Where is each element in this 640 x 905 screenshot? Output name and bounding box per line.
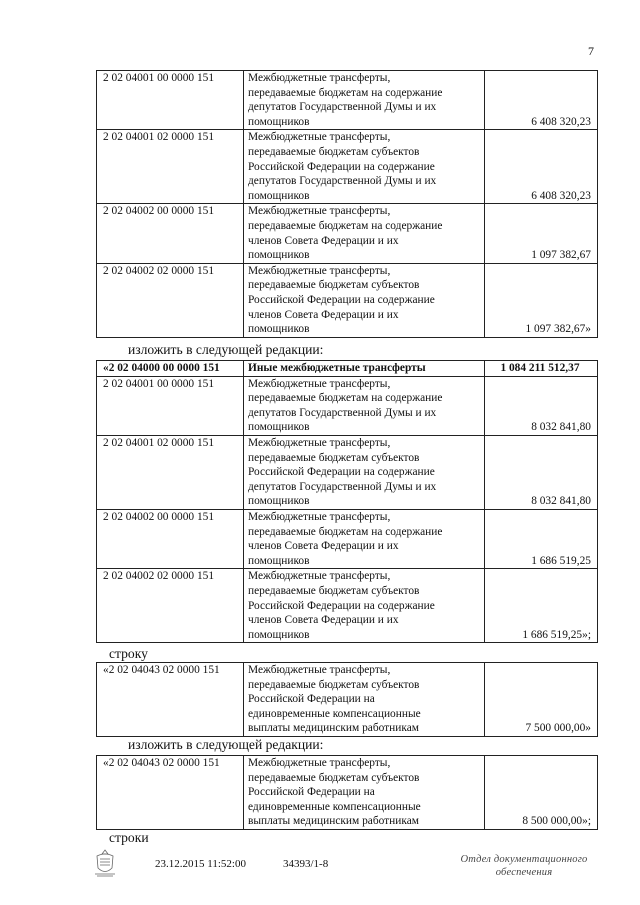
instruction-text: строки	[109, 830, 149, 845]
amount: 8 032 841,80	[485, 376, 598, 435]
table-row	[97, 263, 598, 337]
amendment-table-new-2	[96, 755, 598, 830]
instruction-text: изложить в следующей редакции:	[128, 342, 324, 357]
table-row	[97, 204, 598, 263]
amount: 1 084 211 512,37	[485, 361, 598, 377]
description: Иные межбюджетные трансферты	[244, 361, 485, 377]
budget-code: 2 02 04002 00 0000 151	[97, 204, 244, 263]
amendment-table-old-2	[96, 662, 598, 737]
amount: 1 097 382,67	[485, 204, 598, 263]
footer-doc-number: 34393/1-8	[283, 858, 329, 870]
description: Межбюджетные трансферты, передаваемые бюджетам субъектов Российской Федерации на единовременные компенсационные выплаты медицинским работникам	[244, 663, 485, 737]
budget-code: 2 02 04001 02 0000 151	[97, 130, 244, 204]
amount: 1 686 519,25	[485, 509, 598, 568]
emblem-icon	[92, 848, 118, 878]
amendment-table-new	[96, 360, 598, 643]
description: Межбюджетные трансферты, передаваемые бюджетам на содержание членов Совета Федерации и их помощников	[244, 204, 485, 263]
description: Межбюджетные трансферты, передаваемые бюджетам субъектов Российской Федерации на содержание членов Совета Федерации и их помощников	[244, 569, 485, 643]
description: Межбюджетные трансферты, передаваемые бюджетам на содержание депутатов Государственной Думы и их помощников	[244, 376, 485, 435]
description: Межбюджетные трансферты, передаваемые бюджетам субъектов Российской Федерации на единовременные компенсационные выплаты медицинским работникам	[244, 756, 485, 830]
budget-code: «2 02 04000 00 0000 151	[97, 361, 244, 377]
budget-code: 2 02 04002 00 0000 151	[97, 509, 244, 568]
amount: 7 500 000,00»	[485, 663, 598, 737]
budget-code: 2 02 04001 00 0000 151	[97, 376, 244, 435]
description: Межбюджетные трансферты, передаваемые бюджетам на содержание депутатов Государственной Думы и их помощников	[244, 71, 485, 130]
table-row	[97, 756, 598, 830]
description: Межбюджетные трансферты, передаваемые бюджетам субъектов Российской Федерации на содержание депутатов Государственной Думы и их помощников	[244, 130, 485, 204]
table-row	[97, 71, 598, 130]
instruction-text: изложить в следующей редакции:	[128, 737, 324, 752]
amount: 1 686 519,25»;	[485, 569, 598, 643]
amount: 8 500 000,00»;	[485, 756, 598, 830]
instruction-text: строку	[109, 646, 148, 661]
amount: 1 097 382,67»	[485, 263, 598, 337]
table-row	[97, 130, 598, 204]
table-row	[97, 569, 598, 643]
budget-code: 2 02 04002 02 0000 151	[97, 263, 244, 337]
amount: 6 408 320,23	[485, 71, 598, 130]
budget-code: «2 02 04043 02 0000 151	[97, 663, 244, 737]
description: Межбюджетные трансферты, передаваемые бюджетам на содержание членов Совета Федерации и их помощников	[244, 509, 485, 568]
description: Межбюджетные трансферты, передаваемые бюджетам субъектов Российской Федерации на содержание депутатов Государственной Думы и их помощников	[244, 435, 485, 509]
table-row	[97, 376, 598, 435]
table-row	[97, 509, 598, 568]
amendment-table-old	[96, 70, 598, 338]
budget-code: 2 02 04001 02 0000 151	[97, 435, 244, 509]
department-stamp: Отдел документационного обеспечения	[460, 854, 588, 878]
amount: 8 032 841,80	[485, 435, 598, 509]
table-row	[97, 435, 598, 509]
description: Межбюджетные трансферты, передаваемые бюджетам субъектов Российской Федерации на содержание членов Совета Федерации и их помощников	[244, 263, 485, 337]
page-number: 7	[588, 44, 594, 58]
table-row-header	[97, 361, 598, 377]
table-row	[97, 663, 598, 737]
budget-code: 2 02 04001 00 0000 151	[97, 71, 244, 130]
footer-datetime: 23.12.2015 11:52:00	[155, 858, 246, 870]
budget-code: «2 02 04043 02 0000 151	[97, 756, 244, 830]
amount: 6 408 320,23	[485, 130, 598, 204]
budget-code: 2 02 04002 02 0000 151	[97, 569, 244, 643]
